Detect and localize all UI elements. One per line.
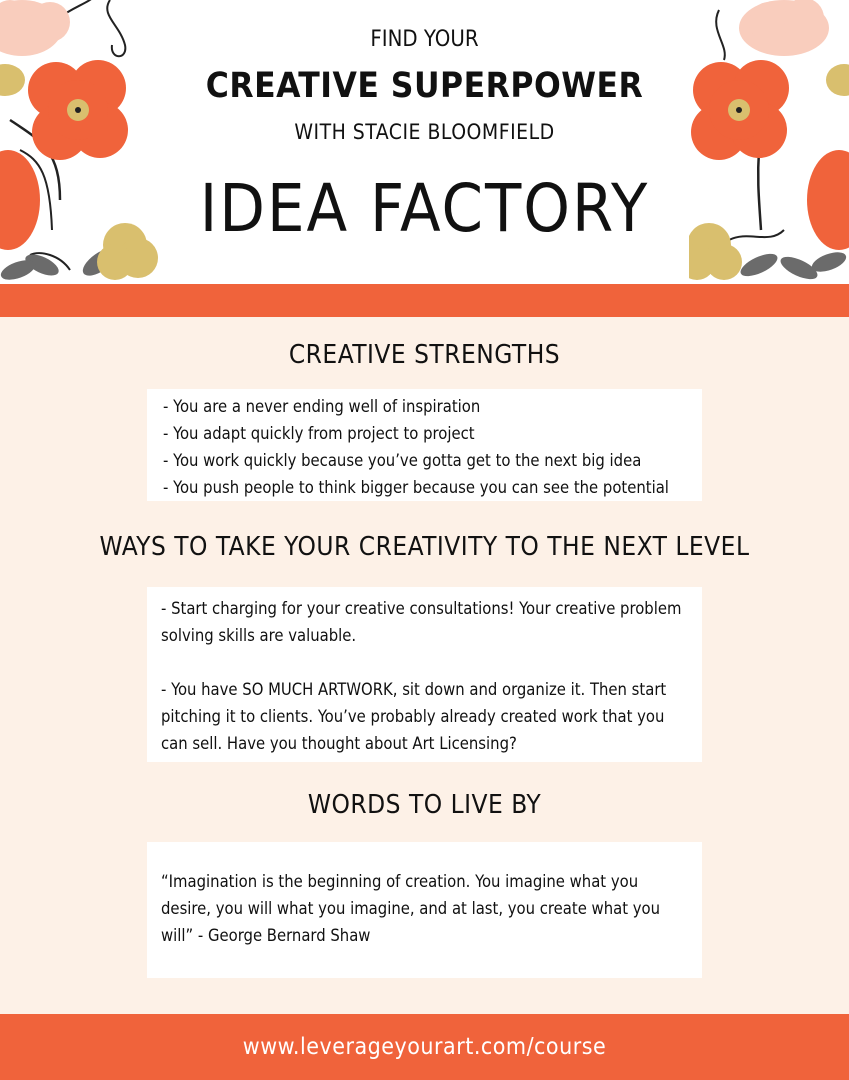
- next-level-heading: WAYS TO TAKE YOUR CREATIVITY TO THE NEXT LEVEL: [99, 532, 750, 562]
- footer-url-link[interactable]: www.leverageyourart.com/course: [242, 1034, 607, 1060]
- page-title: IDEA FACTORY: [199, 170, 650, 247]
- header-byline: WITH STACIE BLOOMFIELD: [294, 120, 555, 144]
- list-item: - You work quickly because you’ve gotta get to the next big idea: [163, 451, 642, 470]
- header-kicker: FIND YOUR: [370, 27, 479, 52]
- header: [0, 0, 849, 284]
- footer: [0, 1014, 849, 1080]
- list-item: - You are a never ending well of inspiration: [163, 397, 481, 416]
- accent-band: [0, 284, 849, 317]
- strengths-heading: CREATIVE STRENGTHS: [288, 340, 561, 370]
- quote-box: [147, 842, 702, 978]
- list-item: - You push people to think bigger because you can see the potential: [163, 478, 669, 497]
- next-level-paragraph: - You have SO MUCH ARTWORK, sit down and organize it. Then start pitching it to clients. You’ve probably already created work that you can sell. Have you thought about Art Licensing?: [161, 680, 667, 753]
- strengths-list: [163, 393, 702, 501]
- next-level-paragraph: - Start charging for your creative consultations! Your creative problem solving skills are valuable.: [161, 599, 682, 645]
- list-item: - You adapt quickly from project to project: [163, 424, 475, 443]
- next-level-box: [147, 587, 702, 762]
- words-heading: WORDS TO LIVE BY: [307, 790, 542, 820]
- header-tagline: CREATIVE SUPERPOWER: [205, 66, 644, 106]
- quote-text: “Imagination is the beginning of creation. You imagine what you desire, you will what you imagine, and at last, you create what you will” - George Bernard Shaw: [161, 872, 661, 945]
- strengths-box: [147, 389, 702, 501]
